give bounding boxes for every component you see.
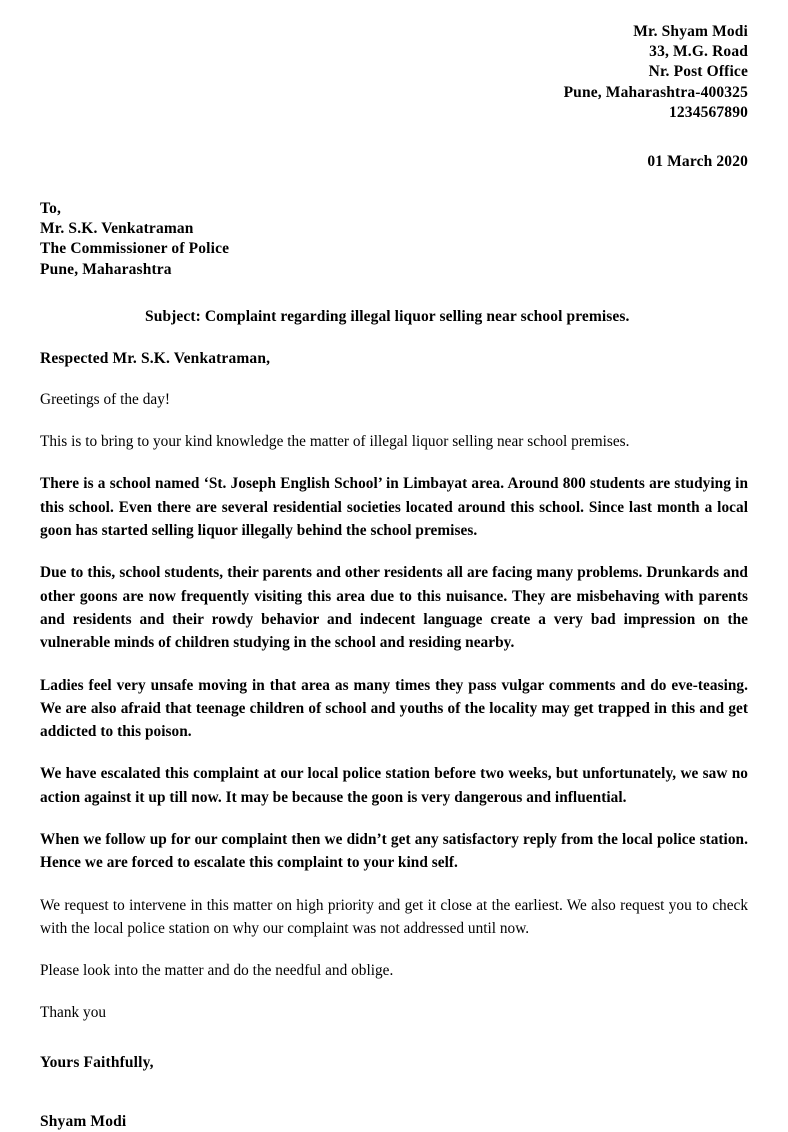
sender-address-block: [40, 22, 748, 123]
recipient-designation: The Commissioner of Police: [40, 240, 230, 258]
recipient-salutation-to: To,: [40, 200, 61, 218]
paragraph-follow-up: When we follow up for our complaint then we didn’t get any satisfactory reply from the local police station. Hence we are forced to escalate this complaint to your kind self.: [40, 830, 748, 872]
paragraph-safety-concerns: Ladies feel very unsafe moving in that area as many times they pass vulgar comments and do eve-teasing. We are also afraid that teenage children of school and youths of the locality may get trapped in this and get addicted to this poison.: [40, 676, 748, 741]
paragraph-closing-request: Please look into the matter and do the needful and oblige.: [40, 962, 394, 980]
subject-line: Subject: Complaint regarding illegal liquor selling near school premises.: [145, 307, 630, 325]
recipient-address-block: [40, 199, 748, 280]
paragraph-problems-caused: Due to this, school students, their parents and other residents all are facing many problems. Drunkards and other goons are now frequently visiting this area due to this nuisance. They are misbehaving with parents and residents and their rowdy behavior and indecent language create a very bad impression on the vulnerable minds of children studying in the school and residing nearby.: [40, 564, 748, 652]
sender-landmark: Nr. Post Office: [648, 63, 748, 81]
paragraph-school-background: There is a school named ‘St. Joseph English School’ in Limbayat area. Around 800 students are studying in this school. Even there are several residential societies located around this school. Since last month a local goon has started selling liquor illegally behind the school premises.: [40, 475, 748, 540]
sender-phone: 1234567890: [669, 103, 748, 121]
sender-name: Mr. Shyam Modi: [633, 23, 748, 40]
sender-street: 33, M.G. Road: [649, 43, 748, 61]
sender-city-state-pin: Pune, Maharashtra-400325: [563, 83, 748, 101]
signature-name: Shyam Modi: [40, 1112, 127, 1130]
paragraph-greeting: Greetings of the day!: [40, 390, 170, 408]
closing-phrase: Yours Faithfully,: [40, 1053, 154, 1071]
letter-date: 01 March 2020: [647, 153, 748, 171]
paragraph-intro: This is to bring to your kind knowledge the matter of illegal liquor selling near school premises.: [40, 433, 630, 451]
letter-body: [40, 388, 748, 1025]
recipient-city-state: Pune, Maharashtra: [40, 260, 172, 278]
recipient-name: Mr. S.K. Venkatraman: [40, 220, 194, 238]
paragraph-prior-escalation: We have escalated this complaint at our local police station before two weeks, but unfortunately, we saw no action against it up till now. It may be because the goon is very dangerous and influential.: [40, 765, 748, 806]
paragraph-request: We request to intervene in this matter on high priority and get it close at the earliest. We also request you to check with the local police station on why our complaint was not addressed until now.: [40, 896, 748, 937]
paragraph-thanks: Thank you: [40, 1004, 107, 1022]
salutation: Respected Mr. S.K. Venkatraman,: [40, 349, 271, 367]
